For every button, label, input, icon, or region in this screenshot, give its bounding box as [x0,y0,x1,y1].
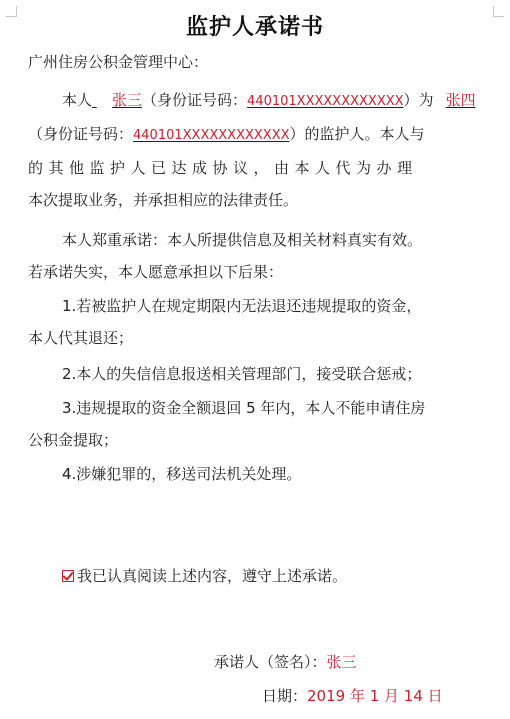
document-title: 监护人承诺书 [185,14,324,40]
principal-id-number: 440101XXXXXXXXXXXX [247,94,404,109]
para2-line2: 若承诺失实，本人愿意承担以下后果： [28,263,284,281]
para2-line1: 本人郑重承诺：本人所提供信息及相关材料真实有效。 [62,231,423,249]
consequence-item-3-cont: 公积金提取； [28,431,119,449]
guardian-statement: ）的监护人。本人与 [289,125,425,143]
ward-name: 张四 [445,91,476,109]
consequence-item-3: 3.违规提取的资金全额退回 5 年内，本人不能申请住房 [62,399,426,417]
id-open-text: （身份证号码： [142,91,248,109]
consequence-item-1-cont: 本人代其退还； [28,329,134,347]
consequence-item-4: 4.涉嫌犯罪的，移送司法机关处理。 [62,465,302,483]
date-line [262,686,443,706]
signature-name: 张三 [326,653,357,671]
para1-line3: 的其他监护人已达成协议，由本人代为办理 [28,159,418,177]
para1-line1 [62,90,476,112]
signature-label: 承诺人（签名）： [214,653,327,671]
blank-underline [92,90,112,110]
ward-id-number: 440101XXXXXXXXXXXX [133,128,290,143]
confirmation-line [62,566,347,586]
consequence-item-2: 2.本人的失信信息报送相关管理部门，接受联合惩戒； [62,365,422,383]
consequence-item-1: 1.若被监护人在规定期限内无法退还违规提取的资金， [62,297,422,315]
para1-line2 [28,124,425,146]
confirmation-text: 我已认真阅读上述内容，遵守上述承诺。 [77,567,348,585]
checked-checkbox-icon[interactable] [62,570,74,582]
ward-id-open-text: （身份证号码： [28,125,134,143]
para1-line4: 本次提取业务，并承担相应的法律责任。 [28,191,299,209]
date-label: 日期： [262,687,308,705]
signature-line [214,652,357,672]
date-value: 2019 年 1 月 14 日 [307,687,443,705]
principal-name: 张三 [112,91,143,109]
recipient-line: 广州住房公积金管理中心： [28,53,209,71]
as-text: ）为 [403,91,434,109]
para1-prefix: 本人 [62,91,93,109]
